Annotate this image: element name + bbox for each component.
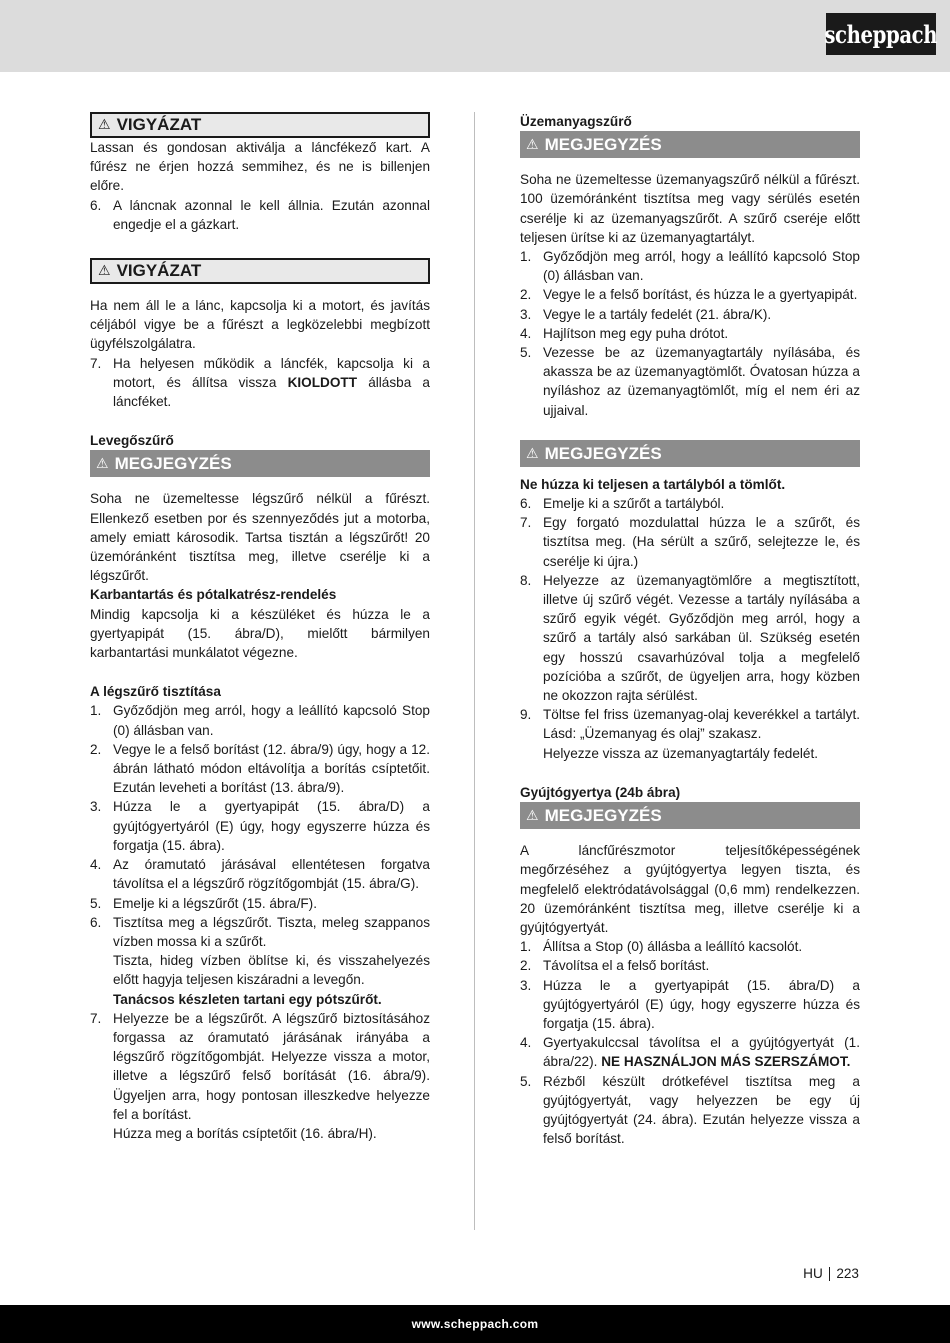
note-text: A láncfűrészmotor teljesítőképességének megőrzéséhez a gyújtógyertya legyen tiszta, és megfelelő elektródatávolsággal (0,6 mm) rendelkezzen. 20 üzemóránként tisztítsa meg, illetve cserélje ki a gyújtógyertyát. (520, 843, 860, 935)
note-text: Ne húzza ki teljesen a tartályból a tömlőt. (520, 476, 786, 492)
list (90, 913, 430, 1143)
warning-triangle-icon: ⚠ (526, 136, 539, 153)
list-item: 3. Húzza le a gyertyapipát (15. ábra/D) a gyújtógyertyáról (E) úgy, hogy egyszerre húzza és forgatja (15. ábra). (520, 977, 860, 1031)
list-item: 3. Vegye le a tartály fedelét (21. ábra/K). (520, 306, 772, 322)
paragraph: Mindig kapcsolja ki a készüléket és húzza le a gyertyapipát (15. ábra/D), mielőtt bármilyen karbantartási munkálatot végezne. (90, 606, 430, 661)
note-title: MEGJEGYZÉS (544, 135, 662, 155)
language-code: HU (803, 1266, 823, 1281)
note-title: MEGJEGYZÉS (114, 454, 232, 474)
list (90, 196, 430, 234)
note-text: Soha ne üzemeltesse üzemanyagszűrő nélkül a fűrészt. 100 üzemóránként tisztítsa meg vagy sérülés esetén cserélje ki az üzemanyagszűrőt. A szűrő cseréje előtt teljesen ürítse ki az üzemanyagtartályt. (520, 172, 860, 245)
list-item: 2. Távolítsa el a felső borítást. (520, 958, 710, 974)
note-text: Soha ne üzemeltesse légszűrő nélkül a fűrészt. Ellenkező esetben por és szennyeződés jut a motorba, amely emiatt károsodik. Tartsa tisztán a légszűrőt! 20 üzemóránként tisztítsa meg, illetve cserélje ki a légszűrőt. (90, 491, 430, 584)
warning-title: VIGYÁZAT (116, 261, 202, 281)
warning-box (90, 258, 430, 284)
column-divider (474, 112, 475, 1230)
footer-url[interactable]: www.scheppach.com (411, 1317, 539, 1331)
list-item: 7. Helyezze be a légszűrőt. A légszűrő biztosításához forgassa az óramutató járásának irányába a légszűrő rögzítőgombját. Helyezze vissza a motor, illetve a légszűrő felső borítását (16. ábra/9). Ügyeljen arra, hogy pontosan illeszkedve helyezze fel a borítást. Húzza meg a borítás csíptetőit (16. ábra/H). (90, 1010, 430, 1141)
list (90, 701, 430, 912)
header-bar (0, 0, 950, 72)
warning-text: Lassan és gondosan aktiválja a láncfékező kart. A fűrész ne érjen hozzá semmihez, és ne is billenjen előre. (90, 140, 430, 194)
list-item: 2. Vegye le a felső borítást, és húzza le a gyertyapipát. (520, 287, 858, 303)
brand-name: scheppach (824, 19, 938, 49)
list (520, 247, 860, 420)
note-box (90, 450, 430, 477)
list-item: 4. Hajlítson meg egy puha drótot. (520, 325, 729, 341)
list (520, 937, 860, 1033)
note-box (520, 440, 860, 467)
warning-title: VIGYÁZAT (116, 115, 202, 135)
section-heading: Üzemanyagszűrő (520, 114, 632, 129)
warning-triangle-icon: ⚠ (526, 806, 539, 823)
list (90, 354, 430, 412)
list-item: 6. Tisztítsa meg a légszűrőt. Tiszta, meleg szappanos vízben mossa ki a szűrőt. Tiszta, hideg vízben öblítse ki, és visszahelyezés előtt hagyja teljesen kiszáradni a levegőn. Tanácsos készleten tartani egy pótszűrőt. (90, 914, 430, 1007)
list-item: 6. A láncnak azonnal le kell állnia. Ezután azonnal engedje el a gázkart. (90, 197, 430, 232)
list-item: 5. Rézből készült drótkefével tisztítsa meg a gyújtógyertyát, vagy helyezzen be egy új gyújtógyertyát (24. ábra). Ezután helyezze vissza a felső borítást. (520, 1073, 860, 1147)
list-item: 8. Helyezze az üzemanyagtömlőre a megtisztított, illetve új szűrő végét. Vezesse a tartály nyílásába a szűrő egyik végét. Győződjön meg arról, hogy a szűrő a tartály alsó sarkában ül. Szükség esetén egy hosszú csavarhúzóval tolja a megfelelő pozícióba a szűrőt, de ügyeljen arra, hogy közben ne okozzon rajta sérülést. (520, 572, 860, 704)
note-title: MEGJEGYZÉS (544, 443, 662, 463)
list-item: 1. Győződjön meg arról, hogy a leállító kapcsoló Stop (0) állásban van. (90, 703, 430, 738)
list-item: 5. Vezesse be az üzemanyagtartály nyílásába, és akassza be az üzemanyagtömlőt. Óvatosan húzza a nyíláshoz az üzemanyagtömlőt, míg el nem éri az ujjaival. (520, 345, 860, 418)
list-item: 3. Húzza le a gyertyapipát (15. ábra/D) a gyújtógyertyáról (E) úgy, hogy egyszerre húzza és forgatja (15. ábra). (90, 799, 430, 853)
footer-bar (0, 1305, 950, 1343)
warning-triangle-icon: ⚠ (96, 455, 109, 472)
section-heading: Karbantartás és pótalkatrész-rendelés (90, 587, 337, 603)
warning-box (90, 112, 430, 138)
section-heading: A légszűrő tisztítása (90, 684, 221, 700)
list-item: 7. Ha helyesen működik a láncfék, kapcsolja ki a motort, és állítsa vissza KIOLDOTT állásba a láncféket. (90, 355, 430, 410)
list-item: 6. Emelje ki a szűrőt a tartályból. (520, 496, 725, 512)
list (520, 494, 860, 705)
list-item: 5. Emelje ki a légszűrőt (15. ábra/F). (90, 895, 317, 911)
note-box (520, 802, 860, 829)
warning-triangle-icon: ⚠ (98, 262, 111, 279)
brand-logo (826, 13, 936, 55)
note-box (520, 131, 860, 158)
list-item: 4. Gyertyakulccsal távolítsa el a gyújtógyertyát (1. ábra/22). NE HASZNÁLJON MÁS SZERSZÁMOT. (520, 1035, 860, 1070)
page-number (803, 1266, 859, 1281)
list-item: 2. Vegye le a felső borítást (12. ábra/9) úgy, hogy a 12. ábrán látható módon eltávolítja a borítás csíptetőit. Ezután leveheti a borítást (13. ábra/9). (90, 741, 430, 796)
right-column (520, 112, 860, 1148)
warning-text: Ha nem áll le a lánc, kapcsolja ki a motort, és javítás céljából vigye be a fűrészt a legközelebbi megbízott ügyfélszolgálatra. (90, 298, 430, 352)
list-item: 9. Töltse fel friss üzemanyag-olaj keverékkel a tartályt. Lásd: „Üzemanyag és olaj” szakasz. Helyezze vissza az üzemanyagtartály fedelét. (520, 707, 860, 761)
list (520, 1033, 860, 1148)
section-heading: Gyújtógyertya (24b ábra) (520, 784, 681, 800)
list-item: 1. Győződjön meg arról, hogy a leállító kapcsoló Stop (0) állásban van. (520, 249, 860, 284)
list-item: 7. Egy forgató mozdulattal húzza le a szűrőt, és tisztítsa meg. (Ha sérült a szűrő, selejtezze le, és cserélje ki újra.) (520, 515, 860, 569)
page-number-value: 223 (836, 1266, 859, 1281)
note-title: MEGJEGYZÉS (544, 805, 662, 825)
section-heading: Levegőszűrő (90, 433, 174, 449)
warning-triangle-icon: ⚠ (98, 116, 111, 133)
separator (829, 1267, 831, 1281)
warning-triangle-icon: ⚠ (526, 444, 539, 461)
list (520, 705, 860, 763)
left-column (90, 112, 430, 1143)
list-item: 1. Állítsa a Stop (0) állásba a leállító kacsolót. (520, 939, 803, 955)
list-item: 4. Az óramutató járásával ellentétesen forgatva távolítsa el a légszűrő rögzítőgombját (15. ábra/G). (90, 857, 430, 892)
